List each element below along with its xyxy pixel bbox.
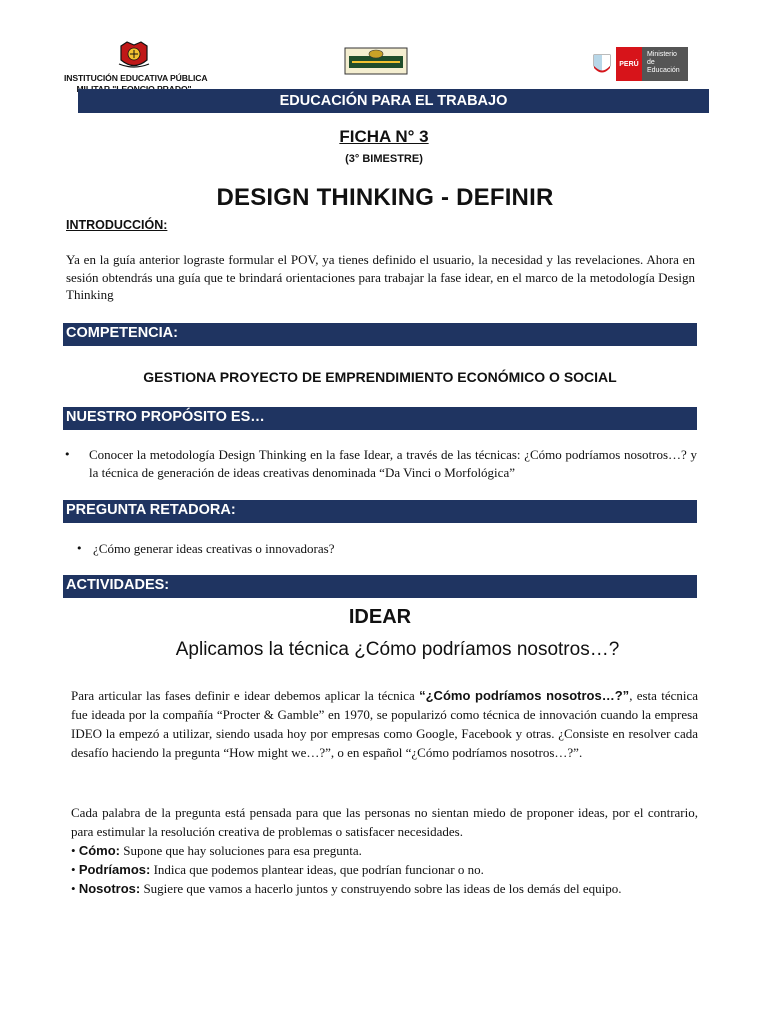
school-name-line1: INSTITUCIÓN EDUCATIVA PÚBLICA [64, 73, 208, 83]
school-logo [64, 40, 208, 94]
worksheet-number: FICHA N° 3 [339, 127, 429, 146]
definition-text: Indica que podemos plantear ideas, que podrían funcionar o no. [153, 862, 484, 877]
technique-paragraph [71, 686, 698, 762]
proposito-list-item [64, 446, 697, 482]
proposito-section-bar: NUESTRO PROPÓSITO ES… [63, 407, 697, 430]
competencia-section-bar: COMPETENCIA: [63, 323, 697, 346]
subject-banner: EDUCACIÓN PARA EL TRABAJO [78, 89, 709, 113]
definition-item [71, 879, 698, 898]
pregunta-text: ¿Cómo generar ideas creativas o innovadoras? [93, 541, 335, 556]
idear-heading: IDEAR [348, 606, 412, 628]
definition-item [71, 860, 698, 879]
pregunta-list-item [76, 540, 709, 558]
ministry-logo [588, 47, 688, 81]
ministry-name-line1: Ministerio [647, 51, 677, 58]
introduction-heading: INTRODUCCIÓN: [66, 218, 168, 232]
definition-text: Sugiere que vamos a hacerlo juntos y construyendo sobre las ideas de los demás del equipo. [143, 881, 622, 896]
worksheet-term: (3° BIMESTRE) [345, 153, 423, 165]
bullet-icon: • [64, 448, 71, 461]
definition-term: Cómo: [78, 843, 120, 858]
ministry-name [642, 47, 688, 81]
peru-shield-icon [588, 47, 616, 81]
institution-emblem-logo [344, 47, 408, 75]
bullet-icon: • [71, 862, 76, 877]
bullet-icon: • [76, 542, 83, 555]
actividades-section-bar: ACTIVIDADES: [63, 575, 697, 598]
country-label: PERÚ [616, 47, 642, 81]
competencia-text: GESTIONA PROYECTO DE EMPRENDIMIENTO ECONÓMICO O SOCIAL [143, 369, 617, 385]
question-words-paragraph: Cada palabra de la pregunta está pensada para que las personas no sientan miedo de proponer ideas, por el contrario, para estimular la resolución creativa de problemas o satisfacer necesidades. [71, 805, 698, 839]
page-title: DESIGN THINKING - DEFINIR [216, 184, 554, 211]
definition-item [71, 841, 698, 860]
definition-term: Podríamos: [78, 862, 151, 877]
definition-term: Nosotros: [78, 881, 141, 896]
bullet-icon: • [71, 843, 76, 858]
bullet-icon: • [71, 881, 76, 896]
technique-paragraph-end: , esta técnica fue ideada por la compañía “Procter & Gamble” en 1970, se popularizó como técnica de innovación cuando la empresa IDEO la empezó a utilizar, siendo usada hoy por empresas como Google, Facebook y otras. ¿Consiste en resolver cada desafío haciendo la pregunta “How might we…?”, o en español “¿Cómo podríamos nosotros…?”. [71, 688, 699, 760]
introduction-text: Ya en la guía anterior lograste formular el POV, ya tienes definido el usuario, la necesidad y las revelaciones. Ahora en sesión obtendrás una guía que te brindará orientaciones para trabajar la fase idear, en el marco de la metodología Design Thinking [66, 252, 695, 302]
technique-paragraph-start: Para articular las fases definir e idear debemos aplicar la técnica [71, 688, 420, 703]
definition-text: Supone que hay soluciones para esa pregunta. [123, 843, 362, 858]
technique-subtitle: Aplicamos la técnica ¿Cómo podríamos nosotros…? [175, 639, 620, 660]
school-crest-icon [117, 40, 151, 72]
proposito-text: Conocer la metodología Design Thinking en la fase Idear, a través de las técnicas: ¿Cómo podríamos nosotros…? y la técnica de generación de ideas creativas denominada “Da Vinci o Morfológica” [89, 447, 697, 480]
ministry-name-line2: de Educación [647, 59, 680, 74]
pregunta-section-bar: PREGUNTA RETADORA: [63, 500, 697, 523]
technique-name: “¿Cómo podríamos nosotros…?” [419, 688, 630, 703]
